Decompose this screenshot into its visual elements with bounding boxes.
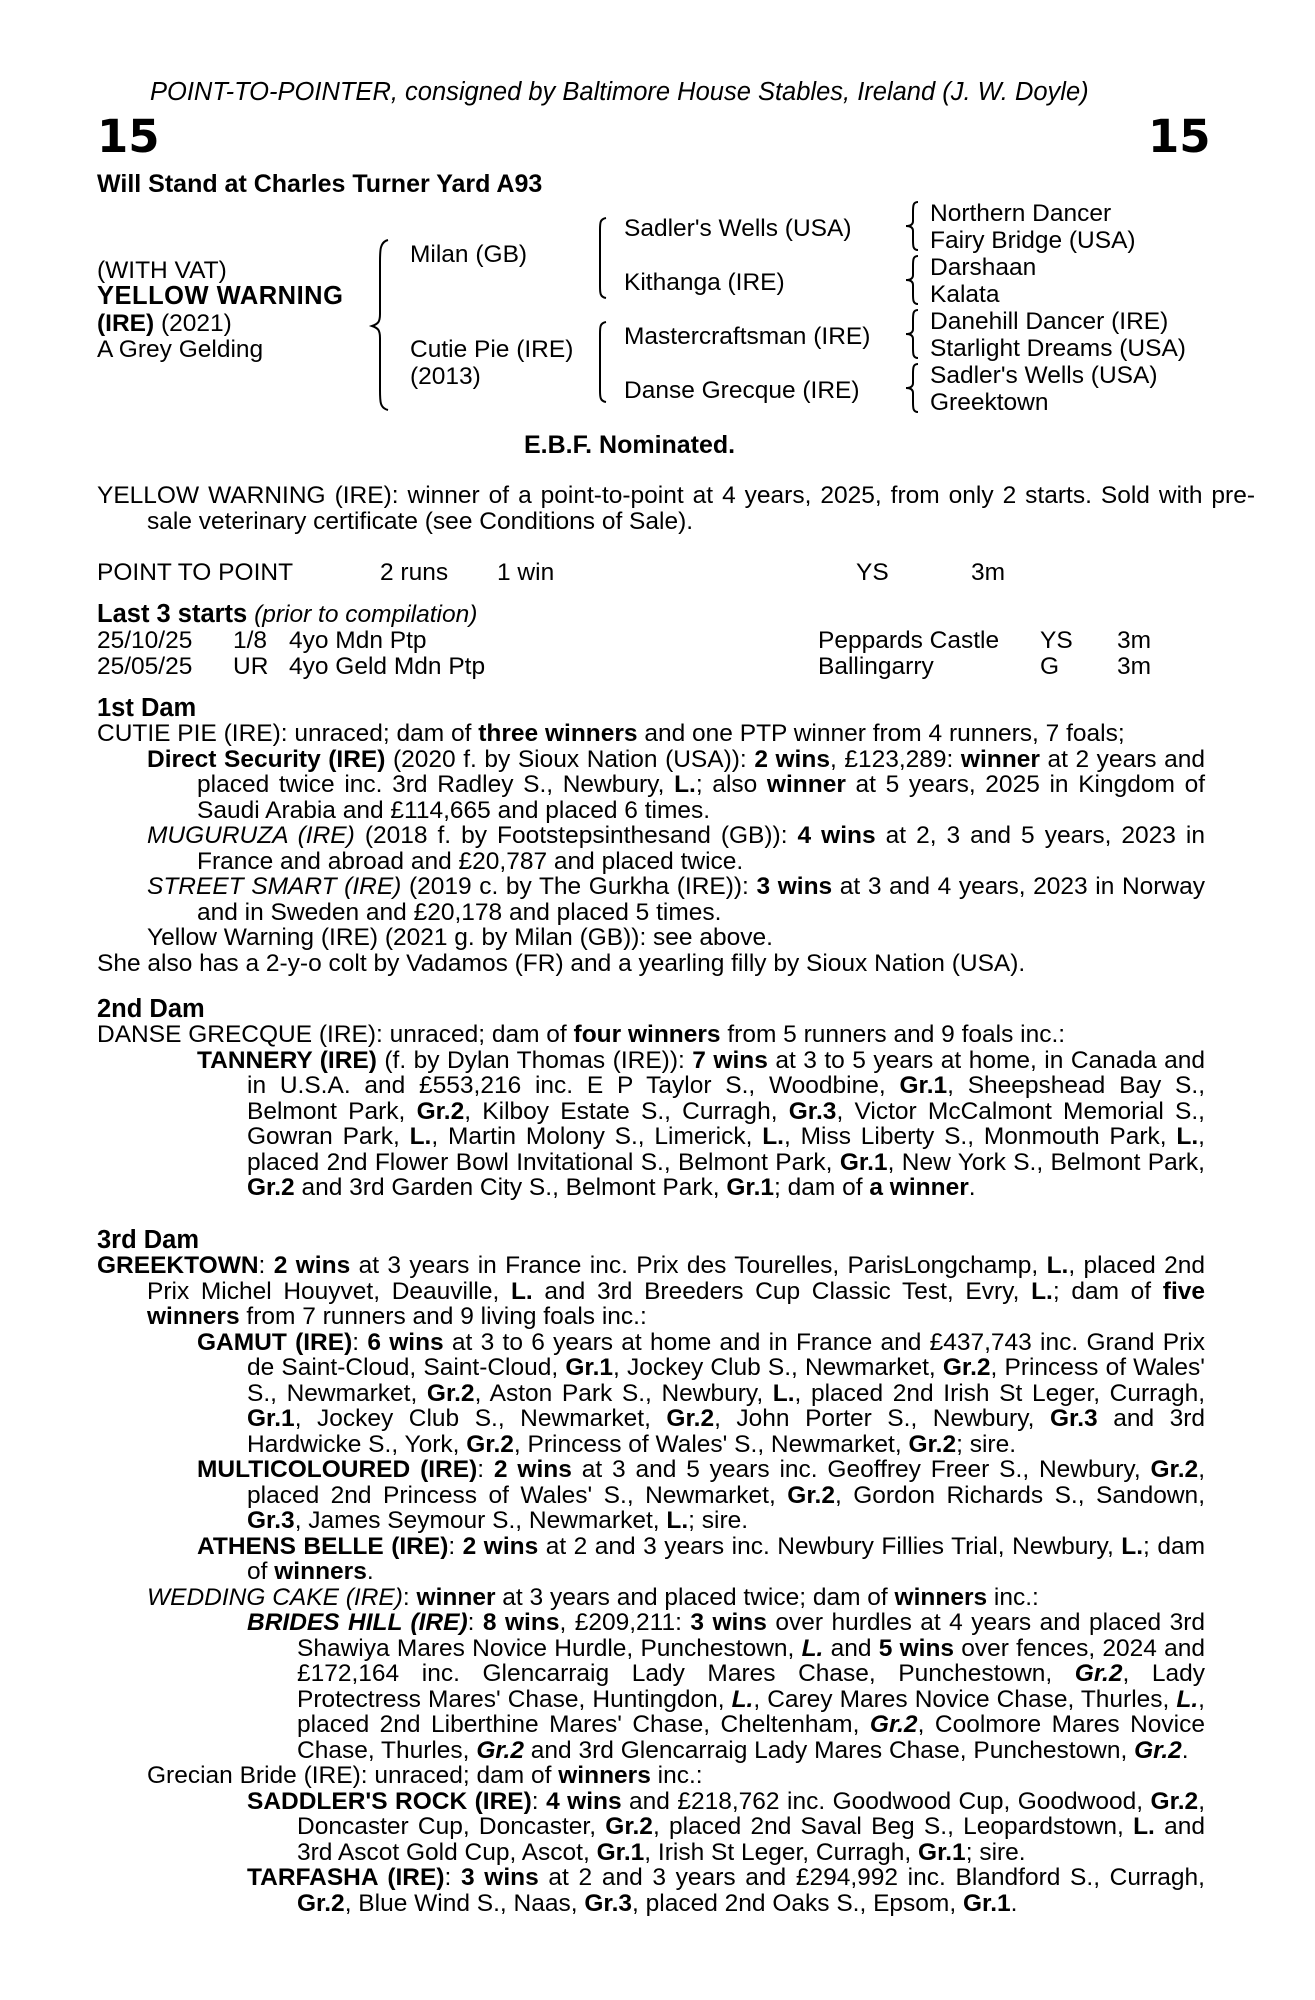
start-row-2-going: G: [1040, 653, 1060, 680]
start-row-2-pos: UR: [233, 653, 269, 680]
tannery-entry: TANNERY (IRE) (f. by Dylan Thomas (IRE)): 7 wins at 3 to 5 years at home, in Canada and in U.S.A. and £553,216 inc. E P Taylor S., Woodbine, Gr.1, Sheepshead Bay S., Belmont Park, Gr.2, Kilboy Estate S., Curragh, Gr.3, Victor McCalmont Memorial S., Gowran Park, L., Martin Molony S., Limerick, L., Miss Liberty S., Monmouth Park, L., placed 2nd Flower Bowl Invitational S., Belmont Park, Gr.1, New York S., Belmont Park, Gr.2 and 3rd Garden City S., Belmont Park, Gr.1; dam of a winner.: [197, 1046, 1206, 1201]
start-row-1-going: YS: [1040, 627, 1073, 654]
yellow-warning-entry: Yellow Warning (IRE) (2021 g. by Milan (GB)): see above.: [147, 924, 773, 951]
dam-name: Cutie Pie (IRE): [410, 336, 574, 363]
pedigree-brace-g3: [904, 310, 922, 358]
record-label: POINT TO POINT: [97, 559, 294, 586]
horse-description: A Grey Gelding: [97, 336, 264, 363]
start-row-1-date: 25/10/25: [97, 627, 193, 654]
first-dam-also: She also has a 2-y-o colt by Vadamos (FR) and a yearling filly by Sioux Nation (USA).: [97, 949, 1026, 977]
start-row-2-dist: 3m: [1117, 653, 1152, 680]
last-starts-title: Last 3 starts: [97, 600, 248, 628]
summary-paragraph: YELLOW WARNING (IRE): winner of a point-to-point at 4 years, 2025, from only 2 starts. Sold with pre-sale veterinary certificate (see Conditions of Sale).: [97, 482, 1255, 535]
stand-line: Will Stand at Charles Turner Yard A93: [97, 170, 543, 198]
start-row-1-course: Peppards Castle: [818, 627, 1000, 654]
gen3-2: Fairy Bridge (USA): [930, 227, 1136, 254]
greektown-entry: GREEKTOWN: 2 wins at 3 years in France inc. Prix des Tourelles, ParisLongchamp, L., placed 2nd Prix Michel Houyvet, Deauville, L. and 3rd Breeders Cup Classic Test, Evry, L.; dam of five winners from 7 runners and 9 living foals inc.:: [97, 1252, 1206, 1330]
multicoloured-entry: MULTICOLOURED (IRE): 2 wins at 3 and 5 years inc. Geoffrey Freer S., Newbury, Gr.2, placed 2nd Princess of Wales' S., Newmarket, Gr.2, Gordon Richards S., Sandown, Gr.3, James Seymour S., Newmarket, L.; sire.: [197, 1456, 1205, 1534]
start-row-2-date: 25/05/25: [97, 653, 193, 680]
horse-year: (2021): [154, 310, 232, 337]
pedigree-brace-g2: [904, 256, 922, 304]
wedding-cake-entry: WEDDING CAKE (IRE): winner at 3 years and placed twice; dam of winners inc.:: [147, 1583, 1039, 1611]
third-dam-heading: 3rd Dam: [97, 1226, 200, 1254]
pedigree-brace-g1: [904, 202, 922, 250]
second-dam-intro: DANSE GRECQUE (IRE): unraced; dam of four winners from 5 runners and 9 foals inc.:: [97, 1021, 1066, 1048]
record-runs: 2 runs: [380, 559, 449, 586]
sire-sire: Sadler's Wells (USA): [624, 215, 852, 242]
muguruza-entry: MUGURUZA (IRE) (2018 f. by Footstepsinthesand (GB)): 4 wins at 2, 3 and 5 years, 2023 in France and abroad and £20,787 and placed twice.: [147, 822, 1205, 875]
ebf-nominated: E.B.F. Nominated.: [524, 431, 736, 459]
gen3-4: Kalata: [930, 281, 1000, 308]
brides-hill-entry: BRIDES HILL (IRE): 8 wins, £209,211: 3 wins over hurdles at 4 years and placed 3rd Shawiya Mares Novice Hurdle, Punchestown, L. and 5 wins over fences, 2024 and £172,164 inc. Glencarraig Lady Mares Chase, Punchestown, Gr.2, Lady Protectress Mares' Chase, Huntingdon, L., Carey Mares Novice Chase, Thurles, L., placed 2nd Liberthine Mares' Chase, Cheltenham, Gr.2, Coolmore Mares Novice Chase, Thurles, Gr.2 and 3rd Glencarraig Lady Mares Chase, Punchestown, Gr.2.: [247, 1609, 1206, 1764]
gen3-7: Sadler's Wells (USA): [930, 362, 1158, 389]
horse-name: YELLOW WARNING: [97, 282, 344, 310]
lot-number-left: 15: [97, 110, 160, 163]
grecian-bride-entry: Grecian Bride (IRE): unraced; dam of winners inc.:: [147, 1762, 703, 1789]
start-row-1-pos: 1/8: [233, 627, 268, 654]
start-row-1-dist: 3m: [1117, 627, 1152, 654]
first-dam-heading: 1st Dam: [97, 694, 197, 722]
dam-year: (2013): [410, 363, 481, 390]
pedigree-brace-dam: [594, 322, 608, 402]
second-dam-section: [97, 1022, 1205, 1201]
first-dam-section: [97, 721, 1205, 976]
lot-number-right: 15: [1148, 110, 1211, 163]
last-starts-note: (prior to compilation): [254, 601, 478, 628]
second-dam-heading: 2nd Dam: [97, 995, 205, 1023]
record-distance: 3m: [971, 559, 1006, 586]
gen3-8: Greektown: [930, 389, 1049, 416]
saddlers-rock-entry: SADDLER'S ROCK (IRE): 4 wins and £218,762 inc. Goodwood Cup, Goodwood, Gr.2, Doncaster Cup, Doncaster, Gr.2, placed 2nd Saval Beg S., Leopardstown, L. and 3rd Ascot Gold Cup, Ascot, Gr.1, Irish St Leger, Curragh, Gr.1; sire.: [247, 1787, 1206, 1866]
dam-sire: Mastercraftsman (IRE): [624, 323, 871, 350]
start-row-2-course: Ballingarry: [818, 653, 934, 680]
consignor-line: POINT-TO-POINTER, consigned by Baltimore House Stables, Ireland (J. W. Doyle): [150, 78, 1089, 106]
start-row-2-race: 4yo Geld Mdn Ptp: [289, 653, 486, 680]
horse-country: (IRE): [97, 310, 155, 337]
first-dam-intro: CUTIE PIE (IRE): unraced; dam of three winners and one PTP winner from 4 runners, 7 foals;: [97, 720, 1125, 747]
dam-dam: Danse Grecque (IRE): [624, 377, 860, 404]
record-wins: 1 win: [497, 559, 555, 586]
pedigree-brace-sire: [594, 218, 608, 298]
horse-vat: (WITH VAT): [97, 257, 227, 284]
sire-dam: Kithanga (IRE): [624, 269, 785, 296]
athens-belle-entry: ATHENS BELLE (IRE): 2 wins at 2 and 3 years inc. Newbury Fillies Trial, Newbury, L.; dam of winners.: [197, 1532, 1205, 1585]
pedigree-brace-g4: [904, 364, 922, 412]
gen3-5: Danehill Dancer (IRE): [930, 308, 1169, 335]
third-dam-section: [97, 1253, 1205, 1916]
start-row-1-race: 4yo Mdn Ptp: [289, 627, 427, 654]
direct-security-entry: Direct Security (IRE) (2020 f. by Sioux Nation (USA)): 2 wins, £123,289: winner at 2 years and placed twice inc. 3rd Radley S., Newbury, L.; also winner at 5 years, 2025 in Kingdom of Saudi Arabia and £114,665 and placed 6 times.: [147, 745, 1205, 824]
sire-name: Milan (GB): [410, 241, 528, 268]
pedigree-brace-main: [372, 240, 392, 410]
record-going: YS: [856, 559, 889, 586]
gen3-6: Starlight Dreams (USA): [930, 335, 1186, 362]
gamut-entry: GAMUT (IRE): 6 wins at 3 to 6 years at home and in France and £437,743 inc. Grand Prix de Saint-Cloud, Saint-Cloud, Gr.1, Jockey Club S., Newmarket, Gr.2, Princess of Wales' S., Newmarket, Gr.2, Aston Park S., Newbury, L., placed 2nd Irish St Leger, Curragh, Gr.1, Jockey Club S., Newmarket, Gr.2, John Porter S., Newbury, Gr.3 and 3rd Hardwicke S., York, Gr.2, Princess of Wales' S., Newmarket, Gr.2; sire.: [197, 1328, 1206, 1458]
horse-country-year: [97, 311, 232, 337]
gen3-3: Darshaan: [930, 254, 1037, 281]
gen3-1: Northern Dancer: [930, 200, 1112, 227]
last-starts-heading: [97, 602, 477, 628]
street-smart-entry: STREET SMART (IRE) (2019 c. by The Gurkha (IRE)): 3 wins at 3 and 4 years, 2023 in Norway and in Sweden and £20,178 and placed 5 times.: [147, 873, 1205, 926]
tarfasha-entry: TARFASHA (IRE): 3 wins at 2 and 3 years and £294,992 inc. Blandford S., Curragh, Gr.2, Blue Wind S., Naas, Gr.3, placed 2nd Oaks S., Epsom, Gr.1.: [247, 1864, 1205, 1917]
